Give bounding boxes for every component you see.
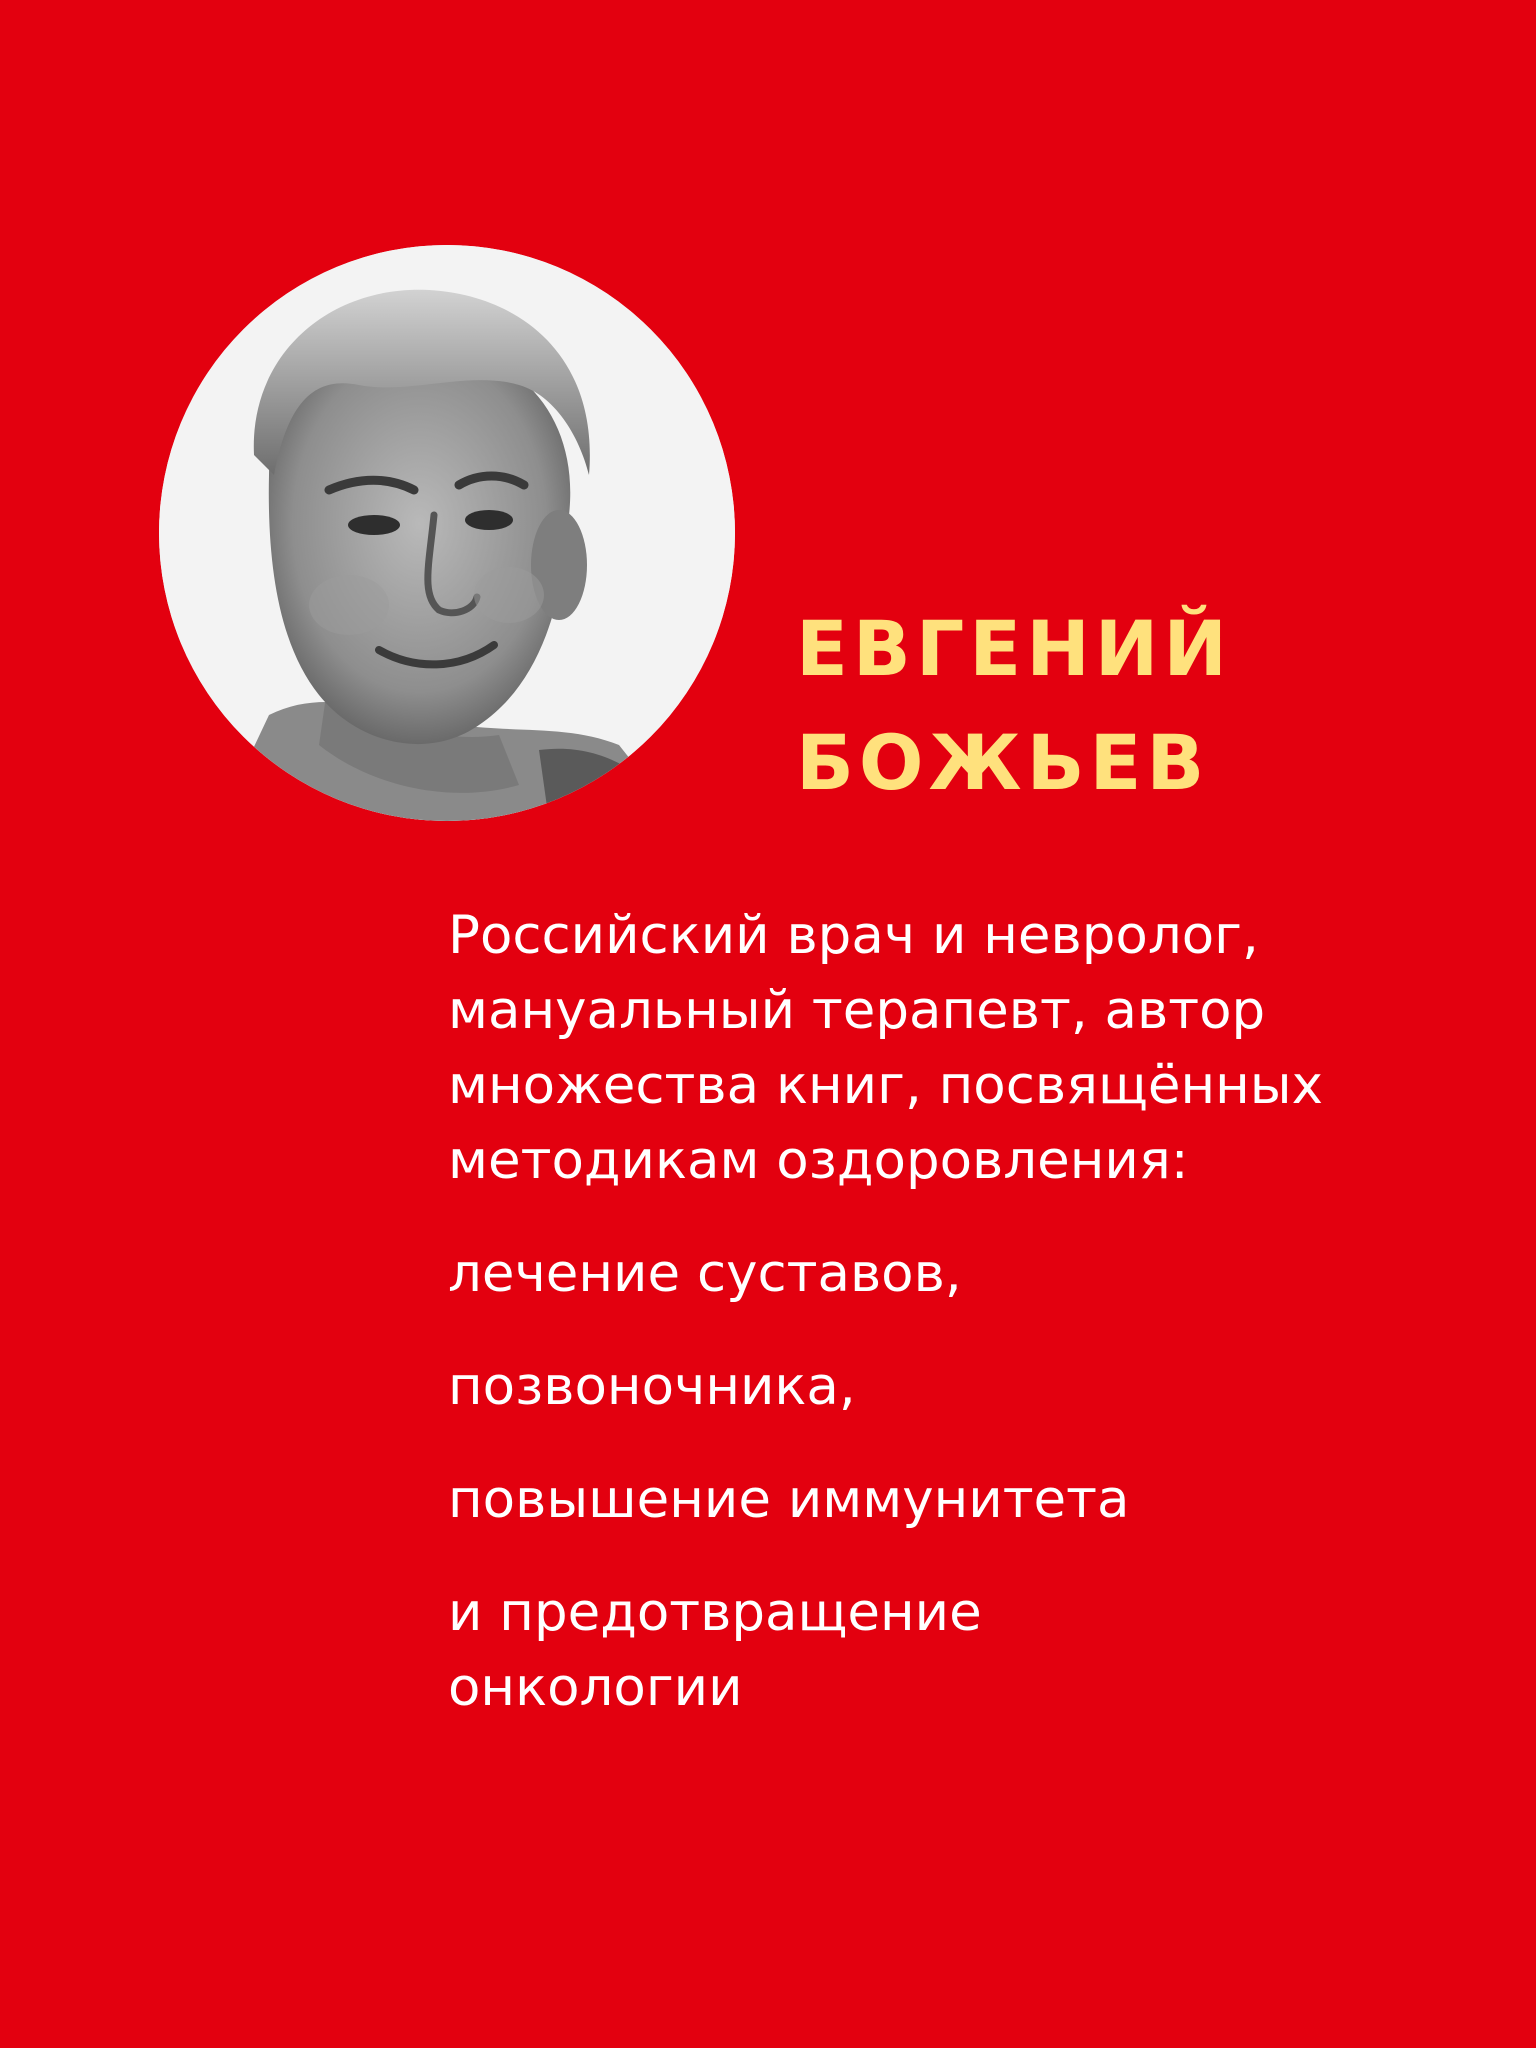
bio-line: онкологии [448, 1657, 743, 1718]
author-name [796, 592, 1232, 820]
bio-line: Российский врач и невролог, [448, 905, 1259, 966]
author-bio [448, 898, 1498, 1725]
author-first-name: ЕВГЕНИЙ [796, 604, 1233, 693]
bio-line: множества книг, посвящённых [448, 1055, 1324, 1116]
author-photo [159, 245, 735, 821]
bio-line: позвоночника, [448, 1356, 856, 1417]
bio-line: лечение суставов, [448, 1243, 962, 1304]
author-last-name: БОЖЬЕВ [796, 718, 1210, 807]
bio-line: методикам оздоровления: [448, 1130, 1189, 1191]
bio-line: и предотвращение [448, 1582, 982, 1643]
bio-line: мануальный терапевт, автор [448, 980, 1266, 1041]
author-portrait-illustration [159, 245, 735, 821]
bio-line: повышение иммунитета [448, 1469, 1130, 1530]
